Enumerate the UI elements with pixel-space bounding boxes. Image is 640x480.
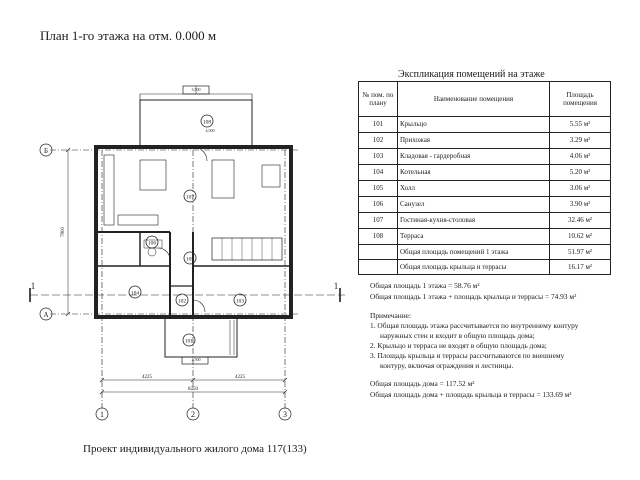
header-num: № пом. по плану (359, 82, 398, 117)
room-tag-label: 101 (184, 338, 194, 345)
porch-outline (165, 317, 237, 357)
room-tag-label: 102 (177, 298, 187, 305)
section-label-left: 1 (30, 281, 36, 291)
cell-area: 5.55 м² (550, 117, 611, 133)
total-rooms-row (359, 245, 611, 260)
stair (212, 238, 282, 260)
cell-name: Санузел (398, 197, 550, 213)
cell-name: Котельная (398, 165, 550, 181)
notes-heading: Примечание: (370, 311, 412, 320)
room-tag-label: 105 (185, 256, 195, 263)
section-label-right: 1 (333, 281, 339, 291)
note-line: наружных стен и входит в общую площадь дома; (380, 331, 535, 340)
cell-num: 107 (359, 213, 398, 229)
cell-num: 101 (359, 117, 398, 133)
table-row (359, 213, 611, 229)
cell-num: 106 (359, 197, 398, 213)
cell-num: 103 (359, 149, 398, 165)
total-porch-label: Общая площадь крыльца и террасы (398, 260, 550, 275)
note-line: 1. Общая площадь этажа рассчитывается по внутреннему контуру (370, 321, 579, 330)
room-rows (359, 117, 611, 245)
room-tag-label: 108 (202, 119, 212, 126)
dim-label: 7800 (61, 227, 66, 237)
room-tag-label: 107 (185, 194, 195, 201)
table-row (359, 165, 611, 181)
sofa (212, 160, 234, 198)
plan-title: План 1-го этажа на отм. 0.000 м (40, 28, 217, 43)
axis-label-1: 1 (100, 410, 104, 419)
note-line: 2. Крыльцо и терраса не входят в общую площадь дома; (370, 341, 547, 350)
table-row (359, 229, 611, 245)
summary-floor-area: Общая площадь 1 этажа = 58.76 м² (370, 281, 480, 290)
room-tag-label: 104 (130, 290, 140, 297)
dim-label: 8250 (188, 387, 198, 392)
header-name: Наименование помещения (398, 82, 550, 117)
cell-name: Гостиная-кухня-столовая (398, 213, 550, 229)
dim-label: 4225 (235, 375, 245, 380)
cell-area: 10.62 м² (550, 229, 611, 245)
cell-name: Терраса (398, 229, 550, 245)
project-caption: Проект индивидуального жилого дома 117(133) (83, 443, 307, 455)
cell-num: 104 (359, 165, 398, 181)
cell-area: 5.20 м² (550, 165, 611, 181)
cell-area: 32.46 м² (550, 213, 611, 229)
dining-table (140, 160, 166, 190)
dim-label: 2,500 (191, 357, 201, 362)
summary-floor-plus: Общая площадь 1 этажа + площадь крыльца и террасы = 74.93 м² (370, 292, 577, 301)
cell-area: 3.29 м² (550, 133, 611, 149)
terrace-outline (140, 100, 252, 147)
table-row (359, 181, 611, 197)
axis-label-a: А (43, 311, 49, 319)
note-line: контуру, включая ограждения и лестницы. (380, 361, 514, 370)
note-line: 3. Площадь крыльца и террасы рассчитываются по внешнему (370, 351, 565, 360)
total-porch-value: 16.17 м² (550, 260, 611, 275)
table-row (359, 197, 611, 213)
kitchen-counter (104, 155, 114, 225)
axis-label-2: 2 (191, 410, 195, 419)
schedule-title: Экспликация помещений на этаже (398, 69, 545, 80)
table-row (359, 133, 611, 149)
house-area: Общая площадь дома = 117.52 м² (370, 379, 475, 388)
cell-area: 3.90 м² (550, 197, 611, 213)
cell-area: 3.06 м² (550, 181, 611, 197)
cell-name: Холл (398, 181, 550, 197)
cell-num: 108 (359, 229, 398, 245)
room-tag-label: 103 (235, 298, 245, 305)
cell-name: Прихожая (398, 133, 550, 149)
dim-label: 4225 (142, 375, 152, 380)
floor-plan-drawing (0, 0, 345, 440)
dim-label: 4,500 (205, 128, 215, 133)
cell-name: Крыльцо (398, 117, 550, 133)
room-schedule-table (358, 81, 611, 275)
house-plus: Общая площадь дома + площадь крыльца и террасы = 133.69 м² (370, 390, 572, 399)
total-porch-row (359, 260, 611, 275)
cell-num: 105 (359, 181, 398, 197)
cell-num: 102 (359, 133, 398, 149)
cell-area: 4.06 м² (550, 149, 611, 165)
dim-label: 3,500 (191, 87, 201, 92)
table-row (359, 149, 611, 165)
total-rooms-label: Общая площадь помещений 1 этажа (398, 245, 550, 260)
total-rooms-value: 51.97 м² (550, 245, 611, 260)
axis-label-b: Б (43, 147, 49, 155)
table-header-row (359, 82, 611, 117)
table-row (359, 117, 611, 133)
room-tag-label: 106 (147, 240, 157, 247)
axis-label-3: 3 (283, 410, 287, 419)
cell-name: Кладовая - гардеробная (398, 149, 550, 165)
header-area: Площадь помещения (550, 82, 611, 117)
